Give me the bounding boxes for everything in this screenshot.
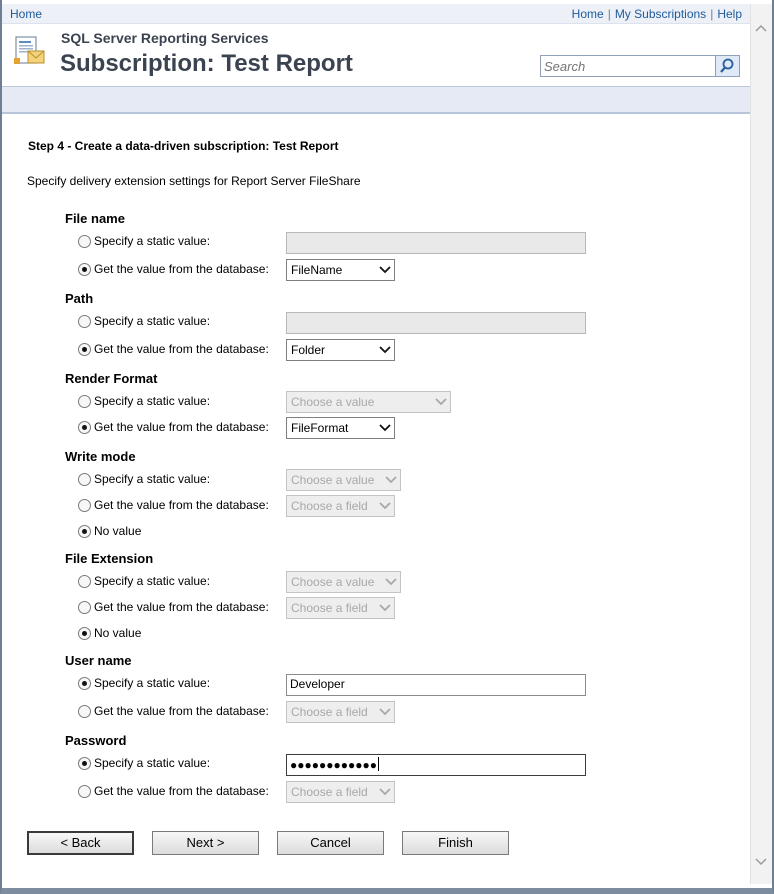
step-description: Specify delivery extension settings for Report Server FileShare <box>27 174 361 188</box>
help-link[interactable]: Help <box>717 7 742 21</box>
user-name-section-title: User name <box>65 653 132 668</box>
select-value: Choose a value <box>291 473 375 487</box>
next-button[interactable]: Next > <box>152 831 259 855</box>
chevron-down-icon <box>379 501 391 511</box>
render-format-field-select[interactable] <box>286 417 395 439</box>
static-value-label: Specify a static value: <box>94 472 211 486</box>
write-mode-novalue-radio[interactable] <box>78 525 91 538</box>
database-value-label: Get the value from the database: <box>94 600 269 614</box>
chevron-down-icon <box>385 577 397 587</box>
file-extension-static-radio[interactable] <box>78 575 91 588</box>
file-name-database-radio[interactable] <box>78 263 91 276</box>
password-input[interactable] <box>286 754 586 776</box>
file-extension-field-select[interactable] <box>286 597 395 619</box>
database-value-label: Get the value from the database: <box>94 342 269 356</box>
render-format-database-radio[interactable] <box>78 421 91 434</box>
link-separator: | <box>710 7 714 21</box>
path-static-input[interactable] <box>286 312 586 334</box>
chevron-down-icon <box>379 787 391 797</box>
password-database-radio[interactable] <box>78 785 91 798</box>
file-extension-section-title: File Extension <box>65 551 154 566</box>
write-mode-static-radio[interactable] <box>78 473 91 486</box>
scroll-down-arrow-icon[interactable] <box>754 854 768 868</box>
vertical-scrollbar[interactable] <box>750 4 772 884</box>
write-mode-static-select[interactable] <box>286 469 401 491</box>
finish-button[interactable]: Finish <box>402 831 509 855</box>
select-value: Choose a value <box>291 395 375 409</box>
no-value-label: No value <box>94 626 142 640</box>
path-field-select[interactable] <box>286 339 395 361</box>
static-value-label: Specify a static value: <box>94 394 211 408</box>
select-value: Choose a field <box>291 705 368 719</box>
user-name-input[interactable]: Developer <box>286 674 586 696</box>
password-field-select[interactable] <box>286 781 395 803</box>
page-header <box>2 24 750 86</box>
database-value-label: Get the value from the database: <box>94 704 269 718</box>
write-mode-database-radio[interactable] <box>78 499 91 512</box>
select-value: Choose a field <box>291 499 368 513</box>
text-cursor <box>378 757 379 771</box>
home-link[interactable]: Home <box>571 7 604 21</box>
write-mode-section-title: Write mode <box>65 449 136 464</box>
static-value-label: Specify a static value: <box>94 574 211 588</box>
database-value-label: Get the value from the database: <box>94 420 269 434</box>
select-value: FileFormat <box>291 421 349 435</box>
select-value: FileName <box>291 263 343 277</box>
search-icon <box>716 56 739 76</box>
database-value-label: Get the value from the database: <box>94 262 269 276</box>
render-format-section-title: Render Format <box>65 371 158 386</box>
breadcrumb-home[interactable]: Home <box>10 7 43 21</box>
chevron-down-icon <box>379 603 391 613</box>
password-section-title: Password <box>65 733 127 748</box>
link-separator: | <box>607 7 611 21</box>
database-value-label: Get the value from the database: <box>94 498 269 512</box>
user-name-field-select[interactable] <box>286 701 395 723</box>
file-extension-database-radio[interactable] <box>78 601 91 614</box>
chevron-down-icon <box>379 707 391 717</box>
path-static-radio[interactable] <box>78 315 91 328</box>
write-mode-field-select[interactable] <box>286 495 395 517</box>
chevron-down-icon <box>379 423 391 433</box>
file-extension-novalue-radio[interactable] <box>78 627 91 640</box>
my-subscriptions-link[interactable]: My Subscriptions <box>614 7 707 21</box>
scroll-up-arrow-icon[interactable] <box>754 22 768 36</box>
user-name-database-radio[interactable] <box>78 705 91 718</box>
chevron-down-icon <box>379 345 391 355</box>
chevron-down-icon <box>379 265 391 275</box>
search-input[interactable] <box>540 55 716 77</box>
user-name-static-radio[interactable] <box>78 677 91 690</box>
file-name-section-title: File name <box>65 211 125 226</box>
path-database-radio[interactable] <box>78 343 91 356</box>
top-navigation <box>2 4 750 24</box>
chevron-down-icon <box>385 475 397 485</box>
file-extension-static-select[interactable] <box>286 571 401 593</box>
static-value-label: Specify a static value: <box>94 756 211 770</box>
file-name-static-radio[interactable] <box>78 235 91 248</box>
select-value: Folder <box>291 343 326 357</box>
password-static-radio[interactable] <box>78 757 91 770</box>
file-name-static-input[interactable] <box>286 232 586 254</box>
chevron-down-icon <box>435 397 447 407</box>
database-value-label: Get the value from the database: <box>94 784 269 798</box>
global-links <box>572 7 742 21</box>
path-section-title: Path <box>65 291 94 306</box>
search-button[interactable] <box>715 55 740 77</box>
page-title: Subscription: Test Report <box>60 50 353 77</box>
static-value-label: Specify a static value: <box>94 676 211 690</box>
render-format-static-select[interactable] <box>286 391 451 413</box>
no-value-label: No value <box>94 524 142 538</box>
header-toolbar-band <box>2 86 750 114</box>
select-value: Choose a field <box>291 785 368 799</box>
step-title: Step 4 - Create a data-driven subscription: Test Report <box>28 139 339 153</box>
report-document-icon <box>12 34 48 70</box>
product-name: SQL Server Reporting Services <box>61 30 269 46</box>
select-value: Choose a field <box>291 601 368 615</box>
password-masked-value: ●●●●●●●●●●●● <box>290 758 377 772</box>
select-value: Choose a value <box>291 575 375 589</box>
file-name-field-select[interactable] <box>286 259 395 281</box>
back-button[interactable]: < Back <box>27 831 134 855</box>
cancel-button[interactable]: Cancel <box>277 831 384 855</box>
render-format-static-radio[interactable] <box>78 395 91 408</box>
static-value-label: Specify a static value: <box>94 234 211 248</box>
static-value-label: Specify a static value: <box>94 314 211 328</box>
